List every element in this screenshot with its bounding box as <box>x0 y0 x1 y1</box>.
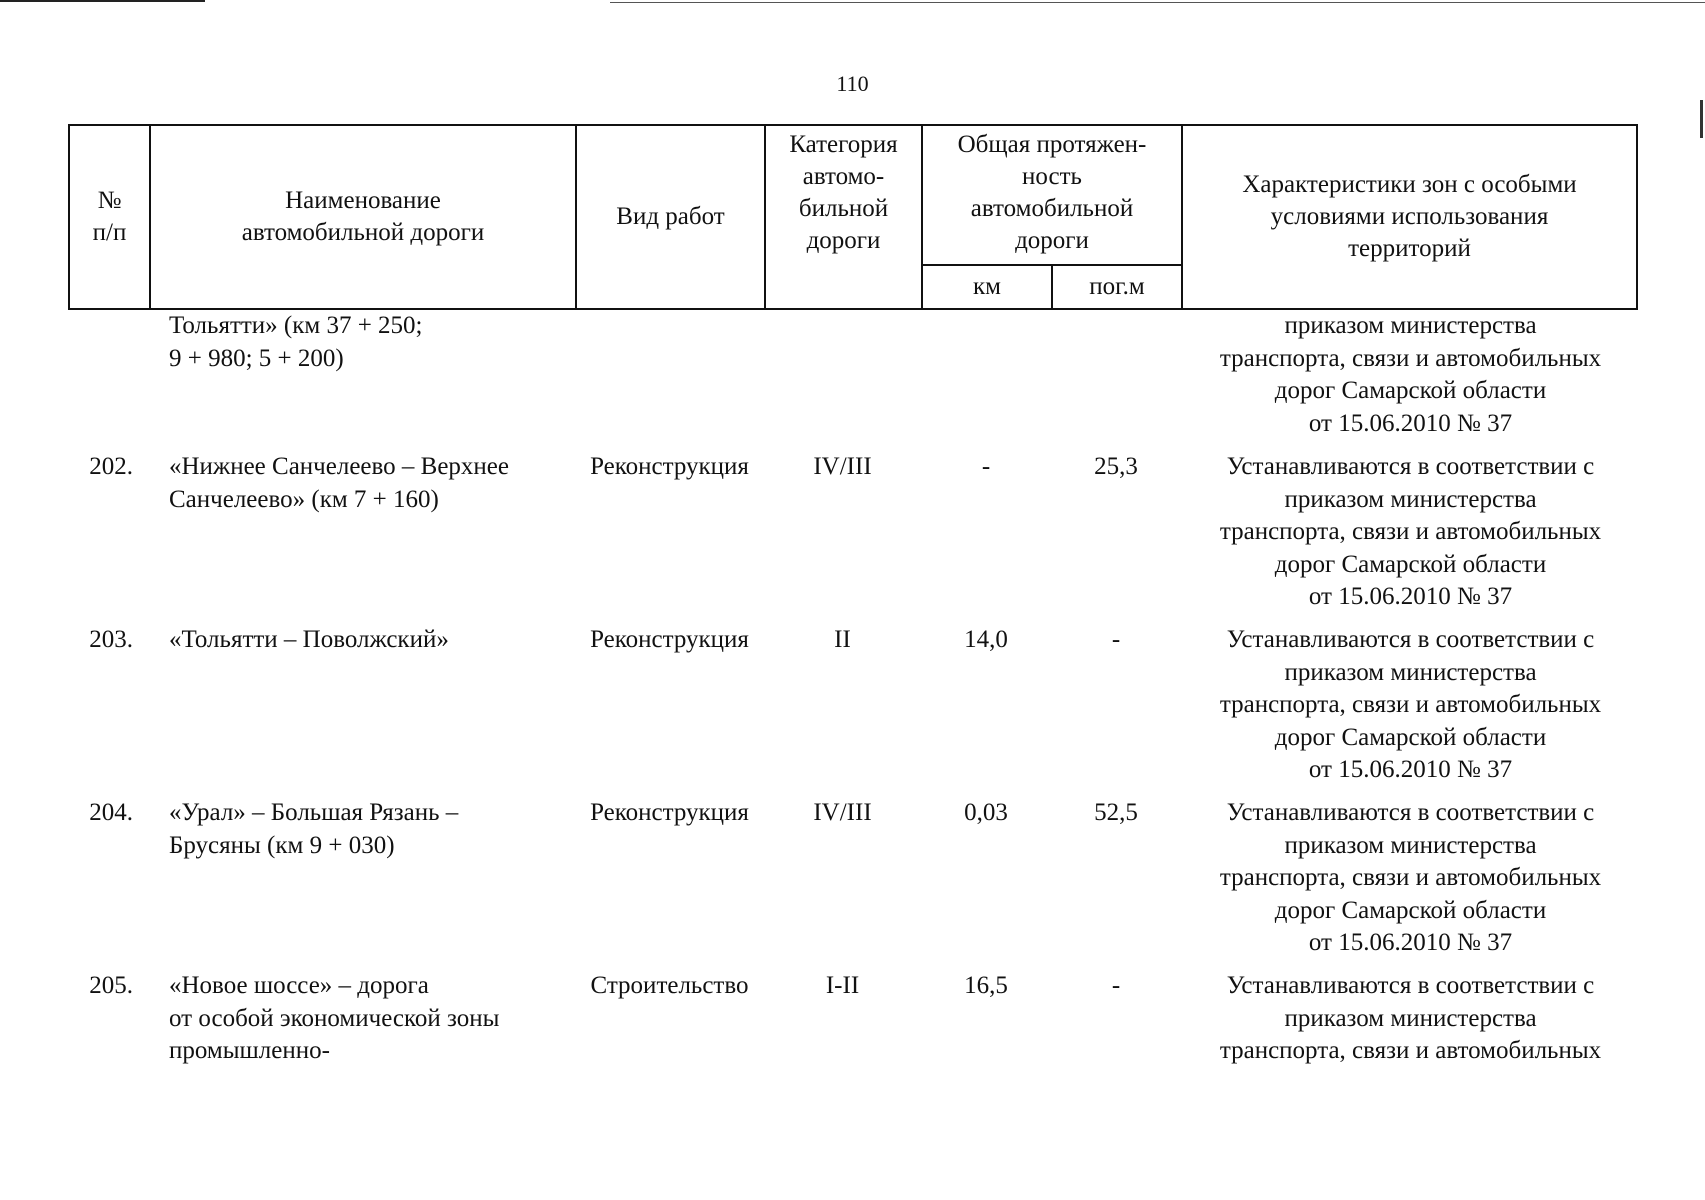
row-km: 16,5 <box>964 972 1008 999</box>
row-pog-m <box>1051 310 1181 451</box>
row-work-type: Реконструкция <box>590 799 749 826</box>
header-pog-m: пог.м <box>1052 265 1182 309</box>
row-category: IV/III <box>813 453 872 480</box>
row-km: - <box>981 453 991 480</box>
row-road-name: «Урал» – Большая Рязань – Брусяны (км 9 + 030) <box>169 799 459 859</box>
row-km: 14,0 <box>964 626 1008 653</box>
row-work-type <box>575 310 764 451</box>
row-category: I-II <box>825 972 860 999</box>
row-zone-characteristics: Устанавливаются в соответствии с приказом министерства транспорта, связи и автомобильных <box>1219 972 1602 1064</box>
page-number: 110 <box>836 71 869 96</box>
row-pog-m: - <box>1111 626 1121 653</box>
row-num: 205. <box>89 972 133 999</box>
row-zone-characteristics: Устанавливаются в соответствии с приказом министерства транспорта, связи и автомобильных дорог Самарской области от 15.06.2010 № 37 <box>1219 626 1602 783</box>
row-road-name: «Тольятти – Поволжский» <box>169 626 449 653</box>
row-pog-m: 25,3 <box>1094 453 1138 480</box>
row-work-type: Реконструкция <box>590 453 749 480</box>
row-km: 0,03 <box>964 799 1008 826</box>
row-pog-m: - <box>1111 972 1121 999</box>
row-work-type: Реконструкция <box>590 626 749 653</box>
table-header <box>68 124 1638 310</box>
row-work-type: Строительство <box>590 972 749 999</box>
table-row <box>68 310 1636 451</box>
row-category <box>764 310 921 451</box>
header-work-type: Вид работ <box>576 125 765 309</box>
row-km <box>921 310 1051 451</box>
row-road-name: «Новое шоссе» – дорога от особой экономической зоны промышленно- <box>169 972 500 1064</box>
table-row <box>68 624 1636 797</box>
header-km: км <box>922 265 1052 309</box>
header-num: № п/п <box>69 125 150 309</box>
header-category: Категория автомо- бильной дороги <box>765 125 922 309</box>
table-body <box>68 310 1636 1080</box>
row-zone-characteristics: Устанавливаются в соответствии с приказом министерства транспорта, связи и автомобильных дорог Самарской области от 15.06.2010 № 37 <box>1219 799 1602 956</box>
table-row <box>68 970 1636 1080</box>
table-row <box>68 451 1636 624</box>
scan-edge-line <box>0 0 205 2</box>
header-total-length: Общая протяжен- ность автомобильной дороги <box>922 125 1182 265</box>
row-num <box>68 310 149 451</box>
row-num: 202. <box>89 453 133 480</box>
scan-edge-line <box>610 2 1705 3</box>
scan-edge-mark <box>1700 100 1703 138</box>
row-road-name: Тольятти» (км 37 + 250; 9 + 980; 5 + 200) <box>169 312 423 372</box>
table-row <box>68 797 1636 970</box>
header-road-name: Наименование автомобильной дороги <box>150 125 576 309</box>
row-zone-characteristics: приказом министерства транспорта, связи и автомобильных дорог Самарской области от 15.06.2010 № 37 <box>1219 312 1602 437</box>
header-zone-characteristics: Характеристики зон с особыми условиями использования территорий <box>1182 125 1637 309</box>
row-category: II <box>834 626 851 653</box>
row-pog-m: 52,5 <box>1094 799 1138 826</box>
row-num: 203. <box>89 626 133 653</box>
row-road-name: «Нижнее Санчелеево – Верхнее Санчелеево» (км 7 + 160) <box>169 453 509 513</box>
row-zone-characteristics: Устанавливаются в соответствии с приказом министерства транспорта, связи и автомобильных дорог Самарской области от 15.06.2010 № 37 <box>1219 453 1602 610</box>
row-num: 204. <box>89 799 133 826</box>
row-category: IV/III <box>813 799 872 826</box>
